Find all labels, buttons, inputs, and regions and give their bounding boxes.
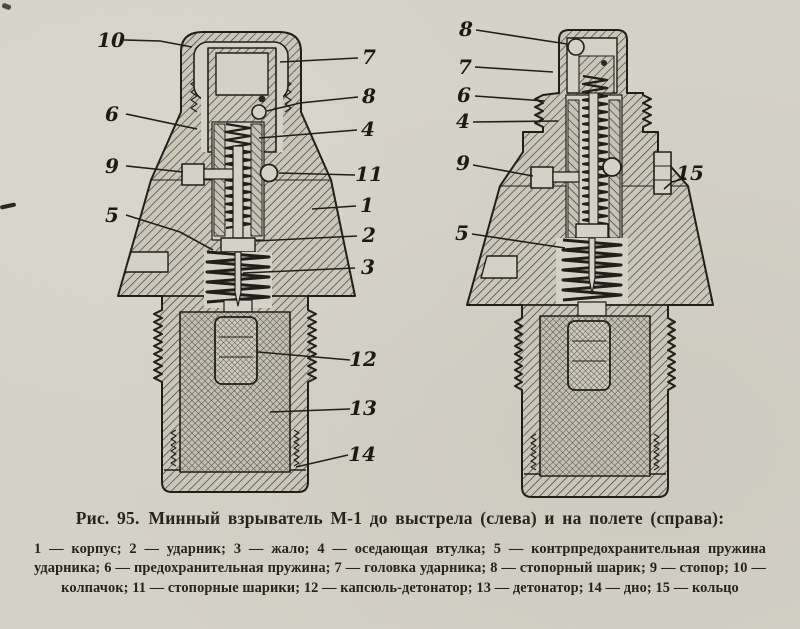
legend-item-7: 7 — головка ударника;	[334, 560, 487, 577]
callout-left-8: 8	[362, 84, 376, 108]
legend-item-12: 12 — капсюль-детонатор;	[303, 579, 473, 596]
striker-rod	[233, 146, 243, 240]
body-notch	[481, 256, 517, 278]
legend-item-8: 8 — стопорный шарик;	[490, 560, 646, 577]
figure-number: Рис. 95.	[75, 508, 140, 528]
callout-left-11: 11	[355, 162, 383, 186]
figure-caption	[30, 508, 770, 529]
callout-left-2: 2	[362, 223, 376, 247]
head-inner-block	[579, 56, 614, 93]
stopper-stem	[204, 169, 233, 179]
sting-seat	[578, 302, 606, 316]
small-ball	[601, 60, 607, 66]
stop-ball	[261, 165, 278, 182]
callout-left-3: 3	[361, 255, 375, 279]
callout-left-6: 6	[105, 102, 119, 126]
callout-left-14: 14	[348, 442, 376, 466]
legend-item-4: 4 — оседающая втулка;	[317, 541, 486, 557]
settling-sleeve-left-wall	[568, 100, 579, 238]
locking-ball	[568, 39, 584, 55]
striker-rod	[589, 93, 598, 224]
callout-right-7: 7	[458, 55, 472, 79]
callout-right-15: 15	[676, 161, 704, 185]
ring	[654, 152, 671, 194]
stopper-body	[531, 167, 553, 188]
figure-right	[467, 30, 713, 497]
callout-left-1: 1	[360, 193, 374, 217]
cap-gap-left	[201, 96, 208, 152]
stopper-body	[182, 164, 204, 185]
callout-right-4: 4	[456, 109, 470, 133]
legend-item-6: 6 — предохранительная пружина;	[104, 560, 331, 577]
head-window	[216, 53, 268, 95]
callout-right-6: 6	[457, 83, 471, 107]
stop-ball	[603, 158, 621, 176]
locking-ball	[252, 105, 266, 119]
cap-gap-right	[276, 96, 283, 152]
callout-left-7: 7	[362, 45, 376, 69]
legend-item-10: 10 — колпачок;	[61, 560, 766, 596]
sting	[589, 238, 595, 294]
parts-legend	[34, 540, 766, 598]
small-ball	[259, 96, 266, 103]
body-notch	[125, 252, 168, 272]
legend-item-5: 5 — контрпредохранительная пружина ударника;	[34, 541, 766, 577]
callout-left-10: 10	[97, 28, 125, 52]
callout-left-13: 13	[349, 396, 377, 420]
callout-left-9: 9	[105, 154, 119, 178]
callout-left-12: 12	[349, 347, 377, 371]
legend-item-2: 2 — ударник;	[129, 541, 227, 557]
callout-right-8: 8	[459, 17, 473, 41]
figure-title: Минный взрыватель М-1 до выстрела (слева) и на полете (справа):	[148, 508, 725, 528]
legend-item-9: 9 — стопор;	[649, 560, 729, 577]
callout-right-9: 9	[456, 151, 470, 175]
legend-item-11: 11 — стопорные шарики;	[132, 579, 301, 596]
sting	[235, 252, 241, 306]
legend-item-15: 15 — кольцо	[655, 579, 739, 596]
callout-left-5: 5	[105, 203, 119, 227]
legend-item-14: 14 — дно;	[587, 579, 652, 596]
detonator-capsule	[215, 317, 257, 384]
callout-left-4: 4	[361, 117, 375, 141]
settling-sleeve-right-wall	[251, 124, 262, 236]
callout-right-5: 5	[455, 221, 469, 245]
legend-item-3: 3 — жало;	[233, 541, 310, 557]
legend-item-1: 1 — корпус;	[34, 541, 122, 557]
stopper-stem	[553, 172, 579, 182]
legend-item-13: 13 — детонатор;	[476, 579, 584, 596]
striker-collar	[221, 238, 255, 252]
settling-sleeve-left-wall	[214, 124, 225, 236]
striker-collar	[576, 224, 608, 238]
detonator-capsule	[568, 321, 610, 390]
